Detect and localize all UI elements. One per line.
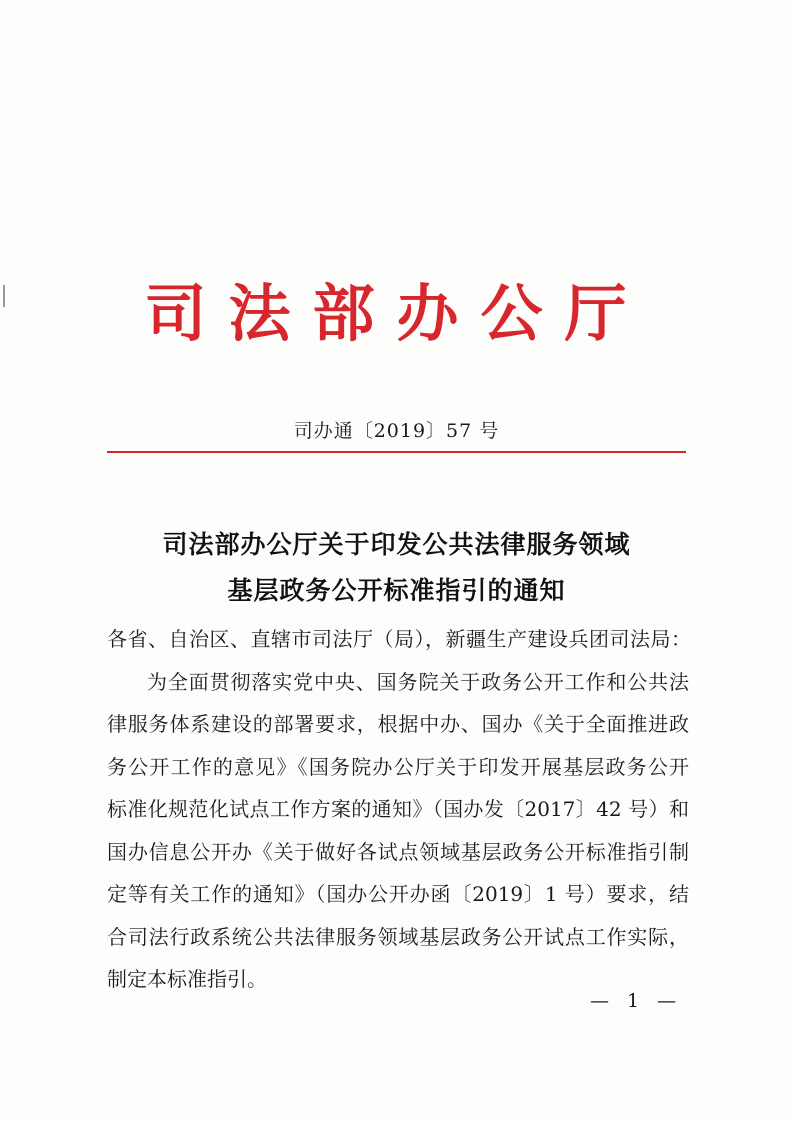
- document-title: [0, 522, 793, 614]
- body-paragraph: [107, 661, 689, 1001]
- document-body: [107, 618, 692, 1001]
- paragraph-line: 国办信息公开办《关于做好各试点领域基层政务公开标准指引制: [107, 839, 689, 864]
- paragraph-line: 律服务体系建设的部署要求，根据中办、国办《关于全面推进政: [107, 712, 689, 736]
- paragraph-line: 定等有关工作的通知》（国办公开办函〔2019〕1 号）要求，结: [107, 882, 689, 906]
- paragraph-line: 制定本标准指引。: [107, 967, 267, 991]
- issuing-organization-header: 司法部办公厅: [144, 277, 649, 350]
- paragraph-line: 务公开工作的意见》《国务院办公厅关于印发开展基层政务公开: [107, 754, 689, 779]
- page-number: — 1 —: [590, 990, 683, 1012]
- document-title-line-1: 司法部办公厅关于印发公共法律服务领域: [162, 530, 631, 559]
- document-title-line-2: 基层政务公开标准指引的通知: [227, 576, 566, 605]
- paragraph-line: 合司法行政系统公共法律服务领域基层政务公开试点工作实际，: [107, 924, 689, 949]
- paragraph-line: 标准化规范化试点工作方案的通知》（国办发〔2017〕42 号）和: [107, 797, 689, 821]
- document-number: 司办通〔2019〕57 号: [293, 420, 500, 442]
- red-divider-line: [107, 451, 686, 453]
- paragraph-line: 为全面贯彻落实党中央、国务院关于政务公开工作和公共法: [147, 669, 689, 694]
- addressee: 各省、自治区、直辖市司法厅（局），新疆生产建设兵团司法局：: [107, 627, 692, 651]
